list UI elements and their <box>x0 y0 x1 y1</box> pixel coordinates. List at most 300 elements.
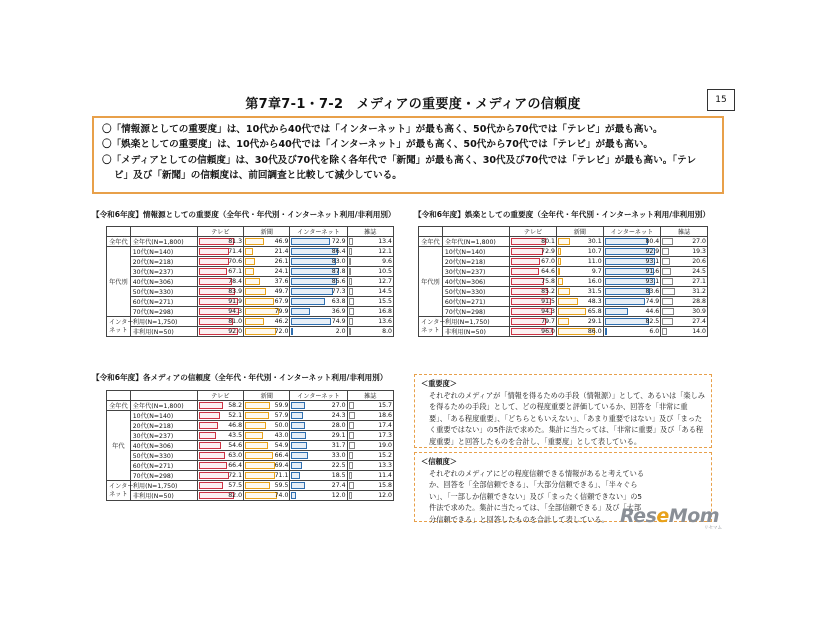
value-cell <box>603 267 661 277</box>
value-cell <box>347 307 393 317</box>
value-cell <box>510 307 557 317</box>
value-cell <box>603 247 661 257</box>
table-row <box>107 297 394 307</box>
table-row <box>107 257 394 267</box>
value-bar <box>511 248 542 255</box>
value-label: 79.7 <box>541 318 555 325</box>
value-bar <box>349 412 355 419</box>
row-label: 60代(N=271) <box>130 297 197 307</box>
value-cell <box>197 411 243 421</box>
trust-table <box>106 390 394 501</box>
value-bar <box>245 482 270 489</box>
value-label: 27.1 <box>692 278 706 285</box>
value-cell <box>510 257 557 267</box>
value-label: 13.4 <box>378 238 392 245</box>
row-label: 20代(N=218) <box>442 257 509 267</box>
table-row <box>107 491 394 501</box>
value-cell <box>347 287 393 297</box>
value-cell <box>197 297 243 307</box>
value-bar <box>605 238 648 245</box>
value-cell <box>347 277 393 287</box>
value-label: 80.1 <box>541 238 555 245</box>
value-label: 2.0 <box>335 328 346 335</box>
value-label: 36.9 <box>331 308 346 315</box>
value-label: 43.5 <box>228 432 243 439</box>
row-label: 30代(N=237) <box>442 267 509 277</box>
value-label: 21.4 <box>274 248 289 255</box>
table-row <box>419 247 708 257</box>
value-cell <box>290 421 347 431</box>
value-cell <box>603 277 661 287</box>
value-bar <box>558 278 563 285</box>
row-label: 30代(N=237) <box>130 431 197 441</box>
value-bar <box>558 318 569 325</box>
value-cell <box>347 451 393 461</box>
value-cell <box>244 277 290 287</box>
value-cell <box>244 307 290 317</box>
value-bar <box>349 402 354 409</box>
value-label: 16.8 <box>378 308 392 315</box>
row-label: 40代(N=306) <box>130 277 197 287</box>
value-bar <box>558 288 570 295</box>
row-label: 非利用(N=50) <box>130 327 197 337</box>
value-cell <box>347 267 393 277</box>
value-label: 14.0 <box>692 328 706 335</box>
value-label: 59.5 <box>274 482 289 489</box>
value-bar <box>511 258 540 265</box>
value-label: 57.9 <box>274 412 289 419</box>
value-label: 71.4 <box>228 248 243 255</box>
table-row <box>419 277 708 287</box>
value-label: 69.4 <box>274 462 289 469</box>
value-label: 12.0 <box>331 492 346 499</box>
value-bar <box>245 318 264 325</box>
value-bar <box>291 248 338 255</box>
column-header: テレビ <box>197 227 243 237</box>
value-bar <box>245 278 260 285</box>
value-label: 46.2 <box>274 318 289 325</box>
value-bar <box>662 318 673 325</box>
value-bar <box>605 308 628 315</box>
value-bar <box>349 248 352 255</box>
value-cell <box>244 441 290 451</box>
value-label: 9.6 <box>382 258 392 265</box>
value-cell <box>290 307 347 317</box>
value-cell <box>244 451 290 461</box>
value-cell <box>556 257 603 267</box>
value-bar <box>245 298 274 305</box>
value-cell <box>290 431 347 441</box>
value-label: 48.3 <box>587 298 602 305</box>
value-bar <box>245 288 266 295</box>
value-bar <box>199 452 226 459</box>
value-label: 31.2 <box>692 288 706 295</box>
value-cell <box>197 491 243 501</box>
value-label: 24.3 <box>331 412 346 419</box>
row-label: 10代(N=140) <box>442 247 509 257</box>
value-cell <box>661 237 708 247</box>
value-cell <box>661 287 708 297</box>
row-label: 60代(N=271) <box>442 297 509 307</box>
column-header: テレビ <box>197 391 243 401</box>
table-row <box>419 257 708 267</box>
value-label: 87.8 <box>331 268 346 275</box>
value-bar <box>558 238 570 245</box>
value-cell <box>661 277 708 287</box>
value-bar <box>349 432 355 439</box>
value-cell <box>661 267 708 277</box>
table-row <box>107 307 394 317</box>
value-cell <box>556 237 603 247</box>
row-label: 50代(N=330) <box>130 451 197 461</box>
value-label: 24.5 <box>692 268 706 275</box>
value-cell <box>290 237 347 247</box>
value-label: 72.1 <box>228 472 243 479</box>
value-cell <box>290 327 347 337</box>
value-bar <box>291 432 305 439</box>
value-cell <box>197 441 243 451</box>
value-cell <box>556 287 603 297</box>
value-bar <box>349 452 354 459</box>
value-bar <box>662 288 674 295</box>
value-bar <box>291 442 307 449</box>
value-cell <box>244 491 290 501</box>
value-label: 93.1 <box>645 278 660 285</box>
summary-line: 〇「情報源としての重要度」は、10代から40代では「インターネット」が最も高く、50代から70代では「テレビ」が最も高い。 <box>102 124 663 135</box>
row-label: 全年代(N=1,800) <box>130 401 197 411</box>
row-label: 70代(N=298) <box>442 307 509 317</box>
value-bar <box>291 278 337 285</box>
value-cell <box>197 277 243 287</box>
column-header: 新聞 <box>244 227 290 237</box>
value-cell <box>244 471 290 481</box>
value-bar <box>605 328 607 335</box>
value-label: 18.5 <box>331 472 346 479</box>
value-cell <box>603 297 661 307</box>
value-bar <box>349 442 356 449</box>
table-row <box>107 441 394 451</box>
value-bar <box>662 328 666 335</box>
value-bar <box>291 318 331 325</box>
value-label: 15.2 <box>378 452 392 459</box>
value-cell <box>556 267 603 277</box>
value-label: 82.5 <box>645 318 660 325</box>
info-table-title: 【令和6年度】情報源としての重要度（全年代・年代別・インターネット利用/非利用別） <box>92 210 396 219</box>
importance-note <box>414 374 712 448</box>
row-group-label: インター ネット <box>419 317 443 337</box>
value-label: 93.1 <box>645 258 660 265</box>
value-cell <box>347 317 393 327</box>
value-cell <box>197 307 243 317</box>
value-label: 27.4 <box>331 482 346 489</box>
value-cell <box>290 257 347 267</box>
table-row <box>107 461 394 471</box>
value-bar <box>245 472 275 479</box>
value-cell <box>510 277 557 287</box>
value-label: 49.7 <box>274 288 289 295</box>
value-cell <box>603 287 661 297</box>
value-label: 75.8 <box>541 278 555 285</box>
value-label: 67.0 <box>541 258 555 265</box>
page-title: 第7章7-1・7-2 メディアの重要度・メディアの信頼度 <box>245 97 581 112</box>
value-label: 20.6 <box>692 258 706 265</box>
table-row <box>107 287 394 297</box>
value-bar <box>199 432 217 439</box>
value-cell <box>244 481 290 491</box>
value-cell <box>197 257 243 267</box>
value-label: 19.0 <box>378 442 392 449</box>
value-label: 58.2 <box>228 402 243 409</box>
value-bar <box>662 238 672 245</box>
value-label: 94.3 <box>541 308 555 315</box>
column-header: インターネット <box>603 227 661 237</box>
value-label: 72.0 <box>274 328 289 335</box>
table-row <box>419 297 708 307</box>
value-label: 94.3 <box>228 308 243 315</box>
value-label: 83.9 <box>228 288 243 295</box>
value-bar <box>558 248 561 255</box>
value-bar <box>245 422 266 429</box>
value-bar <box>662 308 674 315</box>
value-bar <box>662 268 671 275</box>
column-header: 新聞 <box>556 227 603 237</box>
value-label: 24.1 <box>274 268 289 275</box>
row-label: 50代(N=330) <box>442 287 509 297</box>
value-label: 63.0 <box>228 452 243 459</box>
value-label: 65.8 <box>587 308 602 315</box>
value-label: 83.0 <box>331 258 346 265</box>
value-label: 11.0 <box>587 258 602 265</box>
value-bar <box>662 248 669 255</box>
value-label: 72.9 <box>541 248 555 255</box>
value-label: 17.3 <box>378 432 392 439</box>
value-label: 91.9 <box>228 298 243 305</box>
row-group-label: 年代別 <box>107 247 131 317</box>
value-label: 33.0 <box>331 452 346 459</box>
value-bar <box>291 412 303 419</box>
table-row <box>107 431 394 441</box>
row-label: 非利用(N=50) <box>442 327 509 337</box>
table-row <box>419 327 708 337</box>
value-cell <box>290 471 347 481</box>
value-label: 86.0 <box>587 328 602 335</box>
value-bar <box>662 278 672 285</box>
value-label: 15.7 <box>378 402 392 409</box>
value-label: 77.3 <box>331 288 346 295</box>
value-label: 19.3 <box>692 248 706 255</box>
value-label: 71.1 <box>274 472 289 479</box>
value-cell <box>347 327 393 337</box>
value-cell <box>510 297 557 307</box>
value-label: 27.0 <box>692 238 706 245</box>
table-row <box>107 237 394 247</box>
value-cell <box>290 461 347 471</box>
value-cell <box>347 441 393 451</box>
value-label: 50.0 <box>274 422 289 429</box>
value-cell <box>244 267 290 277</box>
column-header: テレビ <box>510 227 557 237</box>
value-bar <box>605 318 650 325</box>
value-cell <box>661 257 708 267</box>
value-label: 67.1 <box>228 268 243 275</box>
value-cell <box>347 461 393 471</box>
value-bar <box>558 258 561 265</box>
value-label: 74.9 <box>645 298 660 305</box>
value-bar <box>291 328 293 335</box>
value-label: 82.0 <box>228 492 243 499</box>
value-bar <box>199 268 227 275</box>
table-row <box>107 411 394 421</box>
value-label: 64.6 <box>541 268 555 275</box>
trust-table-title: 【令和6年度】各メディアの信頼度（全年代・年代別・インターネット利用/非利用別） <box>92 373 388 382</box>
summary-line: 〇「メディアとしての信頼度」は、30代及び70代を除く各年代で「新聞」が最も高く、30代及び70代では「テレビ」が最も高い。「テレ <box>102 154 697 166</box>
value-cell <box>244 327 290 337</box>
value-label: 8.0 <box>382 328 392 335</box>
row-label: 40代(N=306) <box>130 441 197 451</box>
value-cell <box>197 317 243 327</box>
table-row <box>107 317 394 327</box>
value-bar <box>349 482 354 489</box>
value-label: 43.0 <box>274 432 289 439</box>
value-label: 81.0 <box>228 318 243 325</box>
value-cell <box>244 317 290 327</box>
value-bar <box>245 442 268 449</box>
value-cell <box>556 317 603 327</box>
value-bar <box>349 422 355 429</box>
value-label: 91.6 <box>645 268 660 275</box>
value-cell <box>244 401 290 411</box>
value-cell <box>290 277 347 287</box>
value-bar <box>291 308 310 315</box>
row-group-label: 年代別 <box>419 247 443 317</box>
value-cell <box>661 317 708 327</box>
table-row <box>107 401 394 411</box>
value-label: 37.6 <box>274 278 289 285</box>
row-label: 70代(N=298) <box>130 307 197 317</box>
value-label: 26.1 <box>274 258 289 265</box>
value-label: 15.8 <box>378 482 392 489</box>
value-bar <box>245 462 275 469</box>
value-cell <box>510 317 557 327</box>
value-label: 63.8 <box>331 298 346 305</box>
value-cell <box>197 461 243 471</box>
value-label: 57.5 <box>228 482 243 489</box>
row-label: 30代(N=237) <box>130 267 197 277</box>
value-label: 28.8 <box>692 298 706 305</box>
value-cell <box>244 297 290 307</box>
value-label: 66.4 <box>274 452 289 459</box>
row-label: 20代(N=218) <box>130 257 197 267</box>
value-label: 27.4 <box>692 318 706 325</box>
table-row <box>107 421 394 431</box>
value-cell <box>197 237 243 247</box>
summary-line: ビ」及び「新聞」の信頼度は、前回調査と比較して減少している。 <box>114 170 402 182</box>
value-label: 67.9 <box>274 298 289 305</box>
table-row <box>107 471 394 481</box>
row-label: 10代(N=140) <box>130 247 197 257</box>
row-group-label: 全年代 <box>107 401 131 411</box>
table-row <box>419 317 708 327</box>
value-label: 16.0 <box>587 278 602 285</box>
value-label: 22.5 <box>331 462 346 469</box>
value-label: 31.5 <box>587 288 602 295</box>
value-bar <box>245 452 273 459</box>
value-label: 72.9 <box>331 238 346 245</box>
value-bar <box>558 308 586 315</box>
table-row <box>107 451 394 461</box>
value-cell <box>347 491 393 501</box>
value-bar <box>291 452 308 459</box>
value-cell <box>290 297 347 307</box>
row-label: 全年代(N=1,800) <box>442 237 509 247</box>
value-cell <box>347 411 393 421</box>
value-label: 44.6 <box>645 308 660 315</box>
value-cell <box>290 451 347 461</box>
value-bar <box>349 318 353 325</box>
value-label: 10.7 <box>587 248 602 255</box>
value-label: 59.9 <box>274 402 289 409</box>
value-bar <box>605 288 650 295</box>
value-label: 12.0 <box>378 492 392 499</box>
value-cell <box>244 247 290 257</box>
row-label: 全年代(N=1,800) <box>130 237 197 247</box>
value-label: 14.5 <box>378 288 392 295</box>
value-bar <box>291 288 332 295</box>
value-label: 54.9 <box>274 442 289 449</box>
value-label: 13.6 <box>378 318 392 325</box>
importance-note-body: それぞれのメディアが「情報を得るための手段（情報源）」として、あるいは「楽しみを得るための手段」として、どの程度重要と評価しているか、回答を「非常に重要」、「ある程度重要」、「どちらともいえない」、「あまり重要ではない」及び「まったく重要ではない」の5件法で求めた。集計に当たっては、「非常に重要」及び「ある程度重要」と回答したものを合計し、「重要度」として表している。 <box>429 390 705 446</box>
table-row <box>419 287 708 297</box>
value-cell <box>197 481 243 491</box>
value-label: 29.1 <box>331 432 346 439</box>
row-label: 利用(N=1,750) <box>130 317 197 327</box>
value-bar <box>245 268 254 275</box>
value-bar <box>291 402 304 409</box>
value-bar <box>245 402 270 409</box>
value-label: 15.5 <box>378 298 392 305</box>
value-bar <box>662 298 673 305</box>
value-label: 70.6 <box>228 258 243 265</box>
value-bar <box>245 412 269 419</box>
value-label: 30.9 <box>692 308 706 315</box>
value-bar <box>199 402 223 409</box>
value-bar <box>291 462 302 469</box>
value-cell <box>510 267 557 277</box>
table-row <box>107 267 394 277</box>
value-bar <box>199 248 229 255</box>
value-bar <box>349 462 353 469</box>
value-cell <box>347 237 393 247</box>
value-cell <box>556 247 603 257</box>
value-label: 46.9 <box>274 238 289 245</box>
table-row <box>107 247 394 257</box>
value-cell <box>197 431 243 441</box>
value-label: 92.0 <box>228 328 243 335</box>
value-cell <box>347 431 393 441</box>
value-label: 85.6 <box>331 278 346 285</box>
value-cell <box>197 471 243 481</box>
value-cell <box>244 431 290 441</box>
value-bar <box>199 442 222 449</box>
value-cell <box>290 247 347 257</box>
row-label: 利用(N=1,750) <box>442 317 509 327</box>
value-bar <box>291 258 336 265</box>
value-cell <box>290 411 347 421</box>
value-cell <box>197 451 243 461</box>
value-label: 92.9 <box>645 248 660 255</box>
column-header: 新聞 <box>244 391 290 401</box>
column-header: 雑誌 <box>347 227 393 237</box>
